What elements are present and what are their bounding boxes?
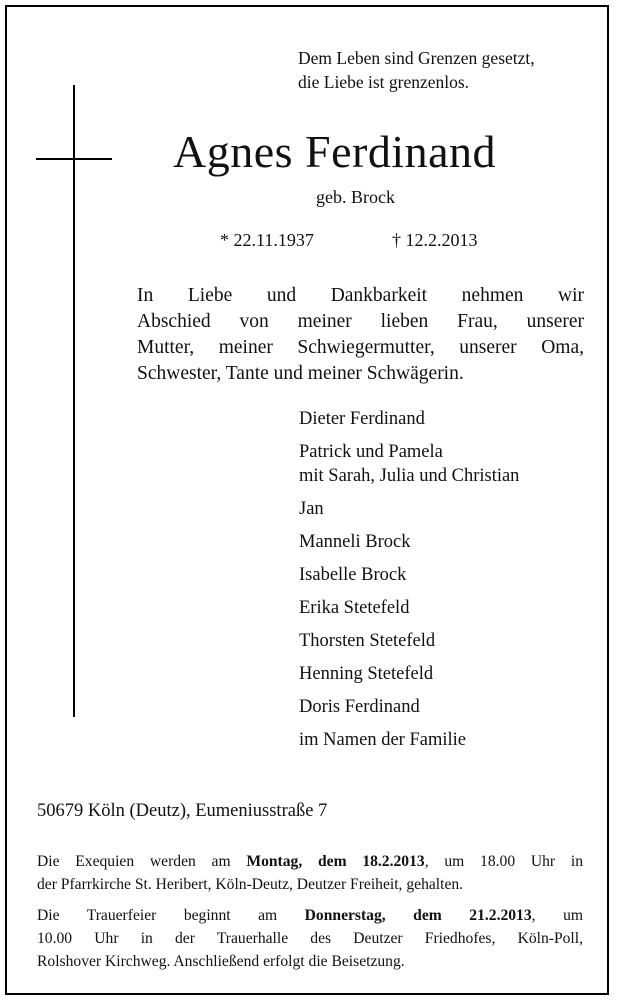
family-member: Patrick und Pamela <box>299 442 443 462</box>
family-member: Doris Ferdinand <box>299 697 420 717</box>
trauerfeier-notice <box>37 904 583 973</box>
family-member: Henning Stetefeld <box>299 664 434 684</box>
cross-horizontal-bar <box>36 158 112 160</box>
family-member: mit Sarah, Julia und Christian <box>299 466 520 486</box>
notice-date: Donnerstag, dem 21.2.2013 <box>304 907 532 924</box>
motto-line-2: die Liebe ist grenzenlos. <box>298 72 470 92</box>
death-date: † 12.2.2013 <box>392 230 478 250</box>
exequien-notice <box>37 850 583 896</box>
birth-date: * 22.11.1937 <box>220 230 314 250</box>
message-line: Schwester, Tante und meiner Schwägerin. <box>137 363 464 384</box>
message-line: Abschied von meiner lieben Frau, unserer <box>137 311 584 332</box>
deceased-name: Agnes Ferdinand <box>173 126 497 177</box>
maiden-name: geb. Brock <box>316 187 395 207</box>
message-line: Mutter, meiner Schwiegermutter, unserer Oma, <box>137 337 584 358</box>
address: 50679 Köln (Deutz), Eumeniusstraße 7 <box>37 801 328 821</box>
notice-line <box>37 904 583 927</box>
family-member: Isabelle Brock <box>299 565 407 585</box>
notice-line: der Pfarrkirche St. Heribert, Köln-Deutz, Deutzer Freiheit, gehalten. <box>37 876 464 893</box>
cross-vertical-bar <box>73 85 75 717</box>
family-member: Manneli Brock <box>299 532 411 552</box>
family-list <box>299 407 519 761</box>
notice-text: , um 18.00 Uhr in <box>424 853 584 870</box>
notice-text: Die Trauerfeier beginnt am <box>37 907 305 924</box>
motto <box>298 46 598 94</box>
motto-line-1: Dem Leben sind Grenzen gesetzt, <box>298 48 535 68</box>
family-member: Erika Stetefeld <box>299 598 410 618</box>
notice-line <box>37 850 583 873</box>
notice-date: Montag, dem 18.2.2013 <box>246 853 425 870</box>
notice-text: Die Exequien werden am <box>37 853 247 870</box>
message-line: In Liebe und Dankbarkeit nehmen wir <box>137 285 584 306</box>
notice-line: 10.00 Uhr in der Trauerhalle des Deutzer Friedhofes, Köln-Poll, <box>37 930 583 947</box>
notice-text: , um <box>531 907 583 924</box>
mourning-message <box>137 283 584 387</box>
family-signoff: im Namen der Familie <box>299 730 466 750</box>
family-member: Dieter Ferdinand <box>299 409 425 429</box>
notice-line: Rolshover Kirchweg. Anschließend erfolgt die Beisetzung. <box>37 953 405 970</box>
family-member: Jan <box>299 499 324 519</box>
family-member: Thorsten Stetefeld <box>299 631 436 651</box>
